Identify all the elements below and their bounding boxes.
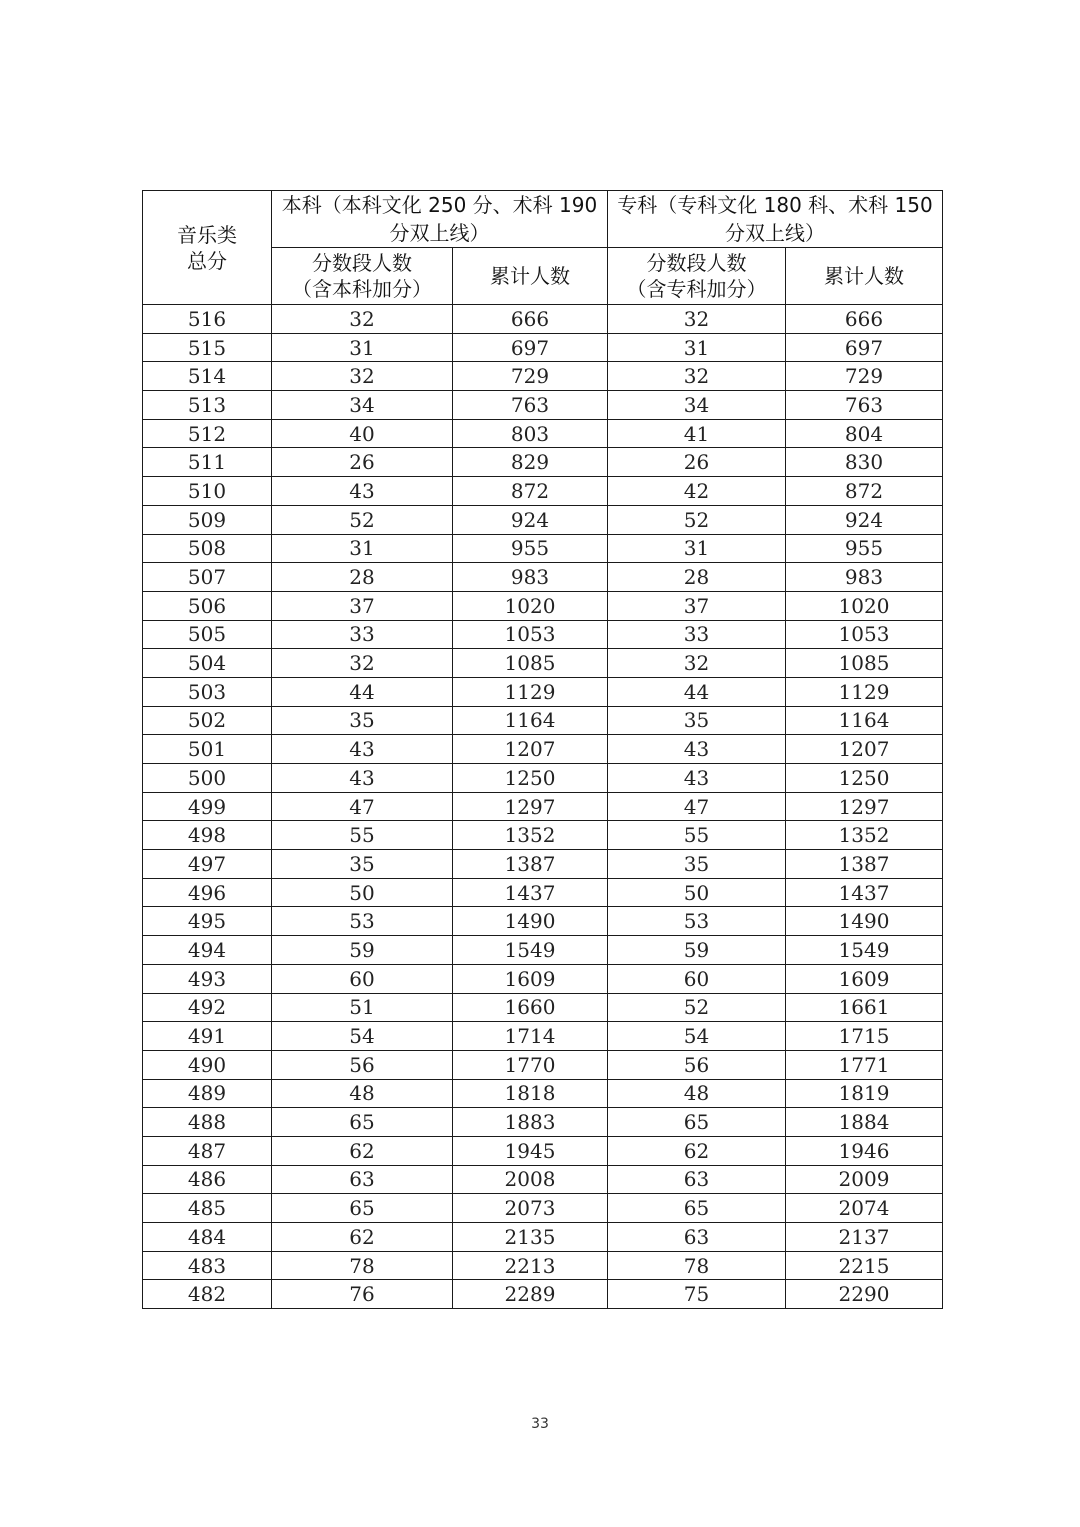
- benke-cumulative-cell: 1437: [453, 878, 608, 907]
- table-row: [143, 878, 943, 907]
- benke-segment-count-cell: 44: [272, 677, 453, 706]
- table-row: [143, 362, 943, 391]
- benke-segment-count-cell: 56: [272, 1050, 453, 1079]
- zhuanke-segment-header: [608, 248, 786, 305]
- zhuanke-cumulative-cell: 1884: [786, 1108, 943, 1137]
- table-row: [143, 764, 943, 793]
- table-row: [143, 649, 943, 678]
- benke-segment-count-cell: 26: [272, 448, 453, 477]
- table-row: [143, 1136, 943, 1165]
- benke-segment-count-cell: 47: [272, 792, 453, 821]
- zhuanke-cumulative-cell: 872: [786, 477, 943, 506]
- benke-segment-count-cell: 43: [272, 735, 453, 764]
- zhuanke-segment-count-cell: 35: [608, 706, 786, 735]
- benke-cumulative-cell: 2008: [453, 1165, 608, 1194]
- zhuanke-segment-count-cell: 55: [608, 821, 786, 850]
- zhuanke-segment-count-cell: 47: [608, 792, 786, 821]
- zhuanke-cumulative-cell: 1437: [786, 878, 943, 907]
- table-row: [143, 477, 943, 506]
- benke-cumulative-cell: 872: [453, 477, 608, 506]
- zhuanke-segment-count-cell: 35: [608, 850, 786, 879]
- benke-cumulative-cell: 803: [453, 419, 608, 448]
- benke-segment-line-2: （含本科加分）: [292, 277, 432, 301]
- table-row: [143, 1194, 943, 1223]
- benke-segment-count-cell: 32: [272, 362, 453, 391]
- table-row: [143, 1108, 943, 1137]
- benke-segment-count-cell: 65: [272, 1108, 453, 1137]
- benke-cumulative-cell: 2289: [453, 1280, 608, 1309]
- benke-cumulative-cell: 1020: [453, 591, 608, 620]
- table-row: [143, 821, 943, 850]
- benke-segment-count-cell: 43: [272, 764, 453, 793]
- zhuanke-segment-count-cell: 62: [608, 1136, 786, 1165]
- benke-segment-count-cell: 76: [272, 1280, 453, 1309]
- table-row: [143, 964, 943, 993]
- zhuanke-cumulative-cell: 2009: [786, 1165, 943, 1194]
- zhuanke-cumulative-cell: 1207: [786, 735, 943, 764]
- zhuanke-cumulative-cell: 1715: [786, 1022, 943, 1051]
- zhuanke-cumulative-cell: 924: [786, 505, 943, 534]
- benke-segment-count-cell: 37: [272, 591, 453, 620]
- benke-cumulative-cell: 1945: [453, 1136, 608, 1165]
- zhuanke-segment-count-cell: 32: [608, 305, 786, 334]
- zhuanke-cumulative-cell: 763: [786, 391, 943, 420]
- zhuanke-segment-count-cell: 53: [608, 907, 786, 936]
- zhuanke-segment-count-cell: 54: [608, 1022, 786, 1051]
- score-cell: 505: [143, 620, 272, 649]
- zhuanke-cumulative-cell: 2215: [786, 1251, 943, 1280]
- benke-segment-count-cell: 31: [272, 534, 453, 563]
- benke-segment-count-cell: 35: [272, 850, 453, 879]
- benke-group-header: 本科（本科文化 250 分、术科 190 分双上线）: [272, 191, 608, 248]
- score-cell: 515: [143, 333, 272, 362]
- zhuanke-cumulative-cell: 697: [786, 333, 943, 362]
- table-row: [143, 1050, 943, 1079]
- score-cell: 510: [143, 477, 272, 506]
- benke-cumulative-cell: 955: [453, 534, 608, 563]
- score-cell: 502: [143, 706, 272, 735]
- zhuanke-segment-count-cell: 32: [608, 362, 786, 391]
- benke-cumulative-cell: 729: [453, 362, 608, 391]
- zhuanke-segment-count-cell: 31: [608, 534, 786, 563]
- benke-segment-count-cell: 62: [272, 1136, 453, 1165]
- benke-segment-count-cell: 65: [272, 1194, 453, 1223]
- benke-cumulative-cell: 1818: [453, 1079, 608, 1108]
- zhuanke-segment-count-cell: 32: [608, 649, 786, 678]
- benke-segment-count-cell: 32: [272, 649, 453, 678]
- zhuanke-segment-count-cell: 50: [608, 878, 786, 907]
- table-row: [143, 735, 943, 764]
- benke-cumulative-cell: 1085: [453, 649, 608, 678]
- benke-cumulative-cell: 763: [453, 391, 608, 420]
- benke-cumulative-cell: 829: [453, 448, 608, 477]
- zhuanke-cumulative-cell: 666: [786, 305, 943, 334]
- zhuanke-cumulative-cell: 1549: [786, 936, 943, 965]
- benke-cumulative-cell: 1770: [453, 1050, 608, 1079]
- benke-cumulative-cell: 983: [453, 563, 608, 592]
- score-cell: 494: [143, 936, 272, 965]
- benke-cumulative-cell: 1053: [453, 620, 608, 649]
- zhuanke-cumulative-cell: 1053: [786, 620, 943, 649]
- table-row: [143, 563, 943, 592]
- score-cell: 509: [143, 505, 272, 534]
- score-table: [142, 190, 943, 1309]
- benke-cumulative-cell: 1352: [453, 821, 608, 850]
- zhuanke-cumulative-cell: 804: [786, 419, 943, 448]
- table-row: [143, 391, 943, 420]
- table-row: [143, 333, 943, 362]
- table-row: [143, 1251, 943, 1280]
- table-row: [143, 620, 943, 649]
- benke-segment-count-cell: 40: [272, 419, 453, 448]
- benke-cumulative-cell: 924: [453, 505, 608, 534]
- benke-segment-count-cell: 31: [272, 333, 453, 362]
- score-header-line-2: 总分: [187, 248, 227, 273]
- benke-segment-header: [272, 248, 453, 305]
- score-column-header: [143, 191, 272, 305]
- benke-cumulative-cell: 1490: [453, 907, 608, 936]
- zhuanke-segment-count-cell: 65: [608, 1194, 786, 1223]
- benke-segment-line-1: 分数段人数: [312, 251, 412, 275]
- score-cell: 513: [143, 391, 272, 420]
- score-cell: 492: [143, 993, 272, 1022]
- score-cell: 482: [143, 1280, 272, 1309]
- score-cell: 493: [143, 964, 272, 993]
- benke-cumulative-cell: 2073: [453, 1194, 608, 1223]
- table-row: [143, 1280, 943, 1309]
- table-header: [143, 191, 943, 305]
- score-cell: 495: [143, 907, 272, 936]
- zhuanke-cumulative-cell: 729: [786, 362, 943, 391]
- score-cell: 497: [143, 850, 272, 879]
- page-number: 33: [531, 1416, 549, 1432]
- score-cell: 484: [143, 1223, 272, 1252]
- table-row: [143, 850, 943, 879]
- table-row: [143, 993, 943, 1022]
- benke-segment-count-cell: 35: [272, 706, 453, 735]
- score-cell: 512: [143, 419, 272, 448]
- zhuanke-segment-count-cell: 34: [608, 391, 786, 420]
- score-cell: 499: [143, 792, 272, 821]
- table-row: [143, 1079, 943, 1108]
- zhuanke-cumulative-cell: 830: [786, 448, 943, 477]
- zhuanke-cumulative-cell: 1387: [786, 850, 943, 879]
- benke-segment-count-cell: 50: [272, 878, 453, 907]
- table-row: [143, 792, 943, 821]
- zhuanke-segment-count-cell: 43: [608, 735, 786, 764]
- benke-segment-count-cell: 78: [272, 1251, 453, 1280]
- benke-segment-count-cell: 48: [272, 1079, 453, 1108]
- benke-cumulative-cell: 697: [453, 333, 608, 362]
- table-row: [143, 505, 943, 534]
- table-row: [143, 534, 943, 563]
- benke-cumulative-cell: 1164: [453, 706, 608, 735]
- zhuanke-cumulative-cell: 2137: [786, 1223, 943, 1252]
- zhuanke-segment-count-cell: 28: [608, 563, 786, 592]
- benke-cumulative-cell: 1250: [453, 764, 608, 793]
- score-cell: 501: [143, 735, 272, 764]
- benke-segment-count-cell: 54: [272, 1022, 453, 1051]
- zhuanke-segment-count-cell: 63: [608, 1223, 786, 1252]
- zhuanke-segment-count-cell: 52: [608, 993, 786, 1022]
- zhuanke-cumulative-cell: 1771: [786, 1050, 943, 1079]
- zhuanke-cumulative-cell: 1946: [786, 1136, 943, 1165]
- table-row: [143, 907, 943, 936]
- zhuanke-segment-count-cell: 26: [608, 448, 786, 477]
- score-cell: 500: [143, 764, 272, 793]
- benke-cumulative-cell: 666: [453, 305, 608, 334]
- score-cell: 504: [143, 649, 272, 678]
- zhuanke-cumulative-cell: 983: [786, 563, 943, 592]
- score-cell: 508: [143, 534, 272, 563]
- benke-segment-count-cell: 34: [272, 391, 453, 420]
- benke-segment-count-cell: 32: [272, 305, 453, 334]
- zhuanke-segment-count-cell: 75: [608, 1280, 786, 1309]
- zhuanke-cumulative-cell: 1352: [786, 821, 943, 850]
- zhuanke-cumulative-cell: 1129: [786, 677, 943, 706]
- score-header-line-1: 音乐类: [177, 222, 237, 247]
- zhuanke-segment-count-cell: 41: [608, 419, 786, 448]
- benke-segment-count-cell: 63: [272, 1165, 453, 1194]
- benke-cumulative-header: 累计人数: [453, 248, 608, 305]
- benke-segment-count-cell: 43: [272, 477, 453, 506]
- benke-cumulative-cell: 1714: [453, 1022, 608, 1051]
- benke-cumulative-cell: 1129: [453, 677, 608, 706]
- score-cell: 489: [143, 1079, 272, 1108]
- score-cell: 487: [143, 1136, 272, 1165]
- zhuanke-segment-count-cell: 37: [608, 591, 786, 620]
- score-cell: 507: [143, 563, 272, 592]
- zhuanke-cumulative-cell: 1164: [786, 706, 943, 735]
- benke-segment-count-cell: 28: [272, 563, 453, 592]
- benke-segment-count-cell: 33: [272, 620, 453, 649]
- zhuanke-segment-count-cell: 59: [608, 936, 786, 965]
- benke-segment-count-cell: 53: [272, 907, 453, 936]
- benke-segment-count-cell: 52: [272, 505, 453, 534]
- zhuanke-segment-count-cell: 31: [608, 333, 786, 362]
- benke-cumulative-cell: 1549: [453, 936, 608, 965]
- benke-segment-count-cell: 59: [272, 936, 453, 965]
- benke-cumulative-cell: 1609: [453, 964, 608, 993]
- benke-cumulative-cell: 1387: [453, 850, 608, 879]
- zhuanke-segment-count-cell: 44: [608, 677, 786, 706]
- benke-cumulative-cell: 1883: [453, 1108, 608, 1137]
- benke-segment-count-cell: 60: [272, 964, 453, 993]
- score-cell: 506: [143, 591, 272, 620]
- zhuanke-cumulative-cell: 1819: [786, 1079, 943, 1108]
- zhuanke-group-header: 专科（专科文化 180 科、术科 150 分双上线）: [608, 191, 943, 248]
- table-row: [143, 591, 943, 620]
- score-cell: 516: [143, 305, 272, 334]
- benke-segment-count-cell: 51: [272, 993, 453, 1022]
- table-row: [143, 1022, 943, 1051]
- table-row: [143, 305, 943, 334]
- zhuanke-cumulative-cell: 1085: [786, 649, 943, 678]
- score-cell: 490: [143, 1050, 272, 1079]
- zhuanke-segment-count-cell: 33: [608, 620, 786, 649]
- table-row: [143, 1165, 943, 1194]
- table-row: [143, 677, 943, 706]
- score-cell: 485: [143, 1194, 272, 1223]
- zhuanke-segment-count-cell: 42: [608, 477, 786, 506]
- zhuanke-cumulative-cell: 1020: [786, 591, 943, 620]
- score-cell: 503: [143, 677, 272, 706]
- benke-segment-count-cell: 62: [272, 1223, 453, 1252]
- zhuanke-cumulative-cell: 955: [786, 534, 943, 563]
- table-row: [143, 936, 943, 965]
- zhuanke-cumulative-cell: 1250: [786, 764, 943, 793]
- zhuanke-cumulative-header: 累计人数: [786, 248, 943, 305]
- table-body: [143, 305, 943, 1309]
- score-cell: 498: [143, 821, 272, 850]
- score-cell: 488: [143, 1108, 272, 1137]
- table-row: [143, 419, 943, 448]
- zhuanke-segment-count-cell: 65: [608, 1108, 786, 1137]
- zhuanke-segment-count-cell: 60: [608, 964, 786, 993]
- zhuanke-segment-count-cell: 48: [608, 1079, 786, 1108]
- benke-cumulative-cell: 1297: [453, 792, 608, 821]
- zhuanke-segment-line-2: （含专科加分）: [626, 277, 767, 301]
- zhuanke-segment-line-1: 分数段人数: [646, 251, 747, 275]
- zhuanke-segment-count-cell: 78: [608, 1251, 786, 1280]
- table-row: [143, 706, 943, 735]
- score-cell: 491: [143, 1022, 272, 1051]
- score-cell: 486: [143, 1165, 272, 1194]
- benke-cumulative-cell: 1660: [453, 993, 608, 1022]
- zhuanke-cumulative-cell: 1609: [786, 964, 943, 993]
- table-row: [143, 1223, 943, 1252]
- zhuanke-cumulative-cell: 2290: [786, 1280, 943, 1309]
- benke-cumulative-cell: 2135: [453, 1223, 608, 1252]
- benke-segment-count-cell: 55: [272, 821, 453, 850]
- score-cell: 483: [143, 1251, 272, 1280]
- benke-cumulative-cell: 1207: [453, 735, 608, 764]
- score-cell: 496: [143, 878, 272, 907]
- zhuanke-cumulative-cell: 1490: [786, 907, 943, 936]
- zhuanke-cumulative-cell: 2074: [786, 1194, 943, 1223]
- zhuanke-segment-count-cell: 43: [608, 764, 786, 793]
- zhuanke-cumulative-cell: 1661: [786, 993, 943, 1022]
- zhuanke-segment-count-cell: 56: [608, 1050, 786, 1079]
- zhuanke-cumulative-cell: 1297: [786, 792, 943, 821]
- zhuanke-segment-count-cell: 52: [608, 505, 786, 534]
- score-cell: 514: [143, 362, 272, 391]
- score-cell: 511: [143, 448, 272, 477]
- benke-cumulative-cell: 2213: [453, 1251, 608, 1280]
- zhuanke-segment-count-cell: 63: [608, 1165, 786, 1194]
- table-row: [143, 448, 943, 477]
